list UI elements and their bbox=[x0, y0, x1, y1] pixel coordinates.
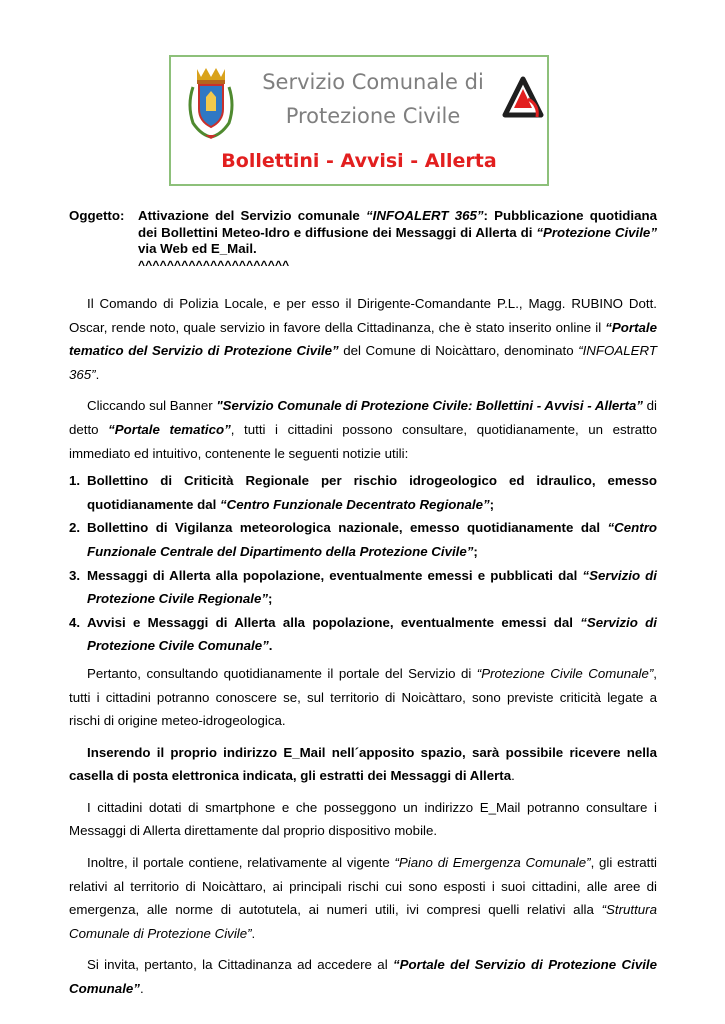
source-name: “Servizio di Protezione Civile Regionale” bbox=[87, 567, 657, 607]
list-number: 4. bbox=[69, 614, 81, 630]
portal-name: “Portale tematico” bbox=[108, 421, 231, 437]
banner-name: "Servizio Comunale di Protezione Civile: Bollettini - Avvisi - Allerta” bbox=[216, 398, 643, 414]
text-run: Bollettino di Vigilanza meteorologica nazionale, emesso quotidianamente dal bbox=[87, 520, 608, 536]
text-run: I cittadini dotati di smartphone e che posseggono un indirizzo E_Mail potranno consultare i Messaggi di Allerta direttamente dal proprio dispositivo mobile. bbox=[69, 799, 657, 839]
subject-label: Oggetto: bbox=[69, 208, 125, 223]
list-item bbox=[69, 516, 657, 563]
text-run: . bbox=[251, 925, 256, 941]
portal-name: “Portale del Servizio di Protezione Civile Comunale” bbox=[69, 957, 657, 997]
text-run: del Comune di Noicàttaro, denominato bbox=[338, 343, 579, 359]
banner-title-line1: Servizio Comunale di bbox=[262, 70, 484, 94]
text-run: Messaggi di Allerta alla popolazione, eventualmente emessi e pubblicati dal bbox=[87, 567, 583, 583]
text-run: Pertanto, consultando quotidianamente il portale del Servizio di bbox=[87, 665, 477, 681]
list-item bbox=[69, 611, 657, 658]
text-run: Inserendo il proprio indirizzo E_Mail nell´apposito spazio, sarà possibile ricevere nella casella di posta elettronica indicata, gli estratti dei Messaggi di Allerta bbox=[69, 744, 657, 784]
portal-name: “Portale tematico del Servizio di Protezione Civile” bbox=[69, 319, 657, 359]
text-run: Cliccando sul Banner bbox=[87, 398, 217, 414]
bulletin-list bbox=[69, 469, 657, 658]
text-run: Il Comando di Polizia Locale, e per esso il Dirigente-Comandante P.L., Magg. RUBINO Dott. Oscar, rende noto, quale servizio in favore della Cittadinanza, che è stato inserito online il bbox=[69, 296, 657, 335]
text-run: Bollettino di Criticità Regionale per rischio idrogeologico ed idraulico, emesso quotidianamente dal bbox=[87, 473, 657, 512]
subject-text bbox=[138, 208, 657, 258]
text-run: Avvisi e Messaggi di Allerta alla popolazione, eventualmente emessi dal bbox=[87, 614, 581, 630]
subject-underline: ^^^^^^^^^^^^^^^^^^^^^ bbox=[138, 257, 290, 272]
paragraph-smartphone bbox=[69, 796, 657, 843]
text-run: ; bbox=[489, 496, 495, 512]
list-number: 3. bbox=[69, 567, 81, 583]
text-run: ; bbox=[473, 543, 478, 559]
subject-protezione-civile: “Protezione Civile” bbox=[536, 224, 657, 240]
civil-protection-logo-icon bbox=[501, 75, 545, 123]
paragraph-intro bbox=[69, 292, 657, 386]
text-run: , tutti i cittadini possono consultare, quotidianamente, un estratto immediato ed intuitivo, contenente le seguenti notizie utili: bbox=[69, 421, 657, 461]
subject-service-name: “INFOALERT 365” bbox=[366, 208, 484, 223]
subject-block bbox=[69, 208, 657, 272]
text-run: Inoltre, il portale contiene, relativamente al vigente bbox=[87, 855, 395, 871]
paragraph-invitation bbox=[69, 953, 657, 1000]
text-run: . bbox=[95, 366, 100, 382]
source-name: “Centro Funzionale Centrale del Dipartimento della Protezione Civile” bbox=[87, 520, 657, 559]
plan-name: “Piano di Emergenza Comunale” bbox=[394, 855, 591, 871]
text-run: Si invita, pertanto, la Cittadinanza ad accedere al bbox=[87, 957, 394, 973]
list-item bbox=[69, 469, 657, 516]
list-item bbox=[69, 564, 657, 611]
list-number: 1. bbox=[69, 473, 81, 489]
header-banner bbox=[169, 55, 549, 186]
text-run: di detto bbox=[69, 398, 657, 437]
service-name: “Protezione Civile Comunale” bbox=[476, 665, 654, 681]
paragraph-consult bbox=[69, 662, 657, 733]
text-run: , gli estratti relativi al territorio di Noicàttaro, ai principali rischi cui sono esposti i suoi cittadini, alle aree di emergenza, alle norme di autotutela, ai numeri utili, ivi compresi quelli relativi alla bbox=[69, 855, 657, 918]
subject-part: : Pubblicazione quotidiana dei Bollettini Meteo-Idro e diffusione dei Messaggi di Allerta di bbox=[138, 208, 657, 240]
source-name: “Servizio di Protezione Civile Comunale” bbox=[87, 614, 657, 654]
subject-part: via Web ed E_Mail. bbox=[138, 241, 257, 256]
source-name: “Centro Funzionale Decentrato Regionale” bbox=[219, 496, 490, 512]
text-run: , tutti i cittadini potranno conoscere se, sul territorio di Noicàttaro, sono previste criticità legate a rischi di origine meteo-idrogeologica. bbox=[69, 665, 657, 729]
text-run: ; bbox=[268, 591, 273, 607]
structure-name: “Struttura Comunale di Protezione Civile” bbox=[69, 902, 657, 941]
list-number: 2. bbox=[69, 520, 81, 536]
municipal-crest-icon bbox=[185, 65, 237, 141]
paragraph-banner-click bbox=[69, 394, 657, 465]
paragraph-emergency-plan bbox=[69, 851, 657, 945]
banner-subtitle: Bollettini - Avvisi - Allerta bbox=[221, 150, 497, 172]
banner-title-line2: Protezione Civile bbox=[285, 104, 461, 128]
subject-part: Attivazione del Servizio comunale bbox=[138, 208, 367, 223]
text-run: . bbox=[268, 638, 273, 654]
paragraph-email bbox=[69, 741, 657, 788]
text-run: . bbox=[139, 981, 144, 997]
document-body bbox=[69, 292, 657, 1009]
text-run: . bbox=[511, 768, 515, 784]
service-name: “INFOALERT 365” bbox=[69, 343, 657, 382]
